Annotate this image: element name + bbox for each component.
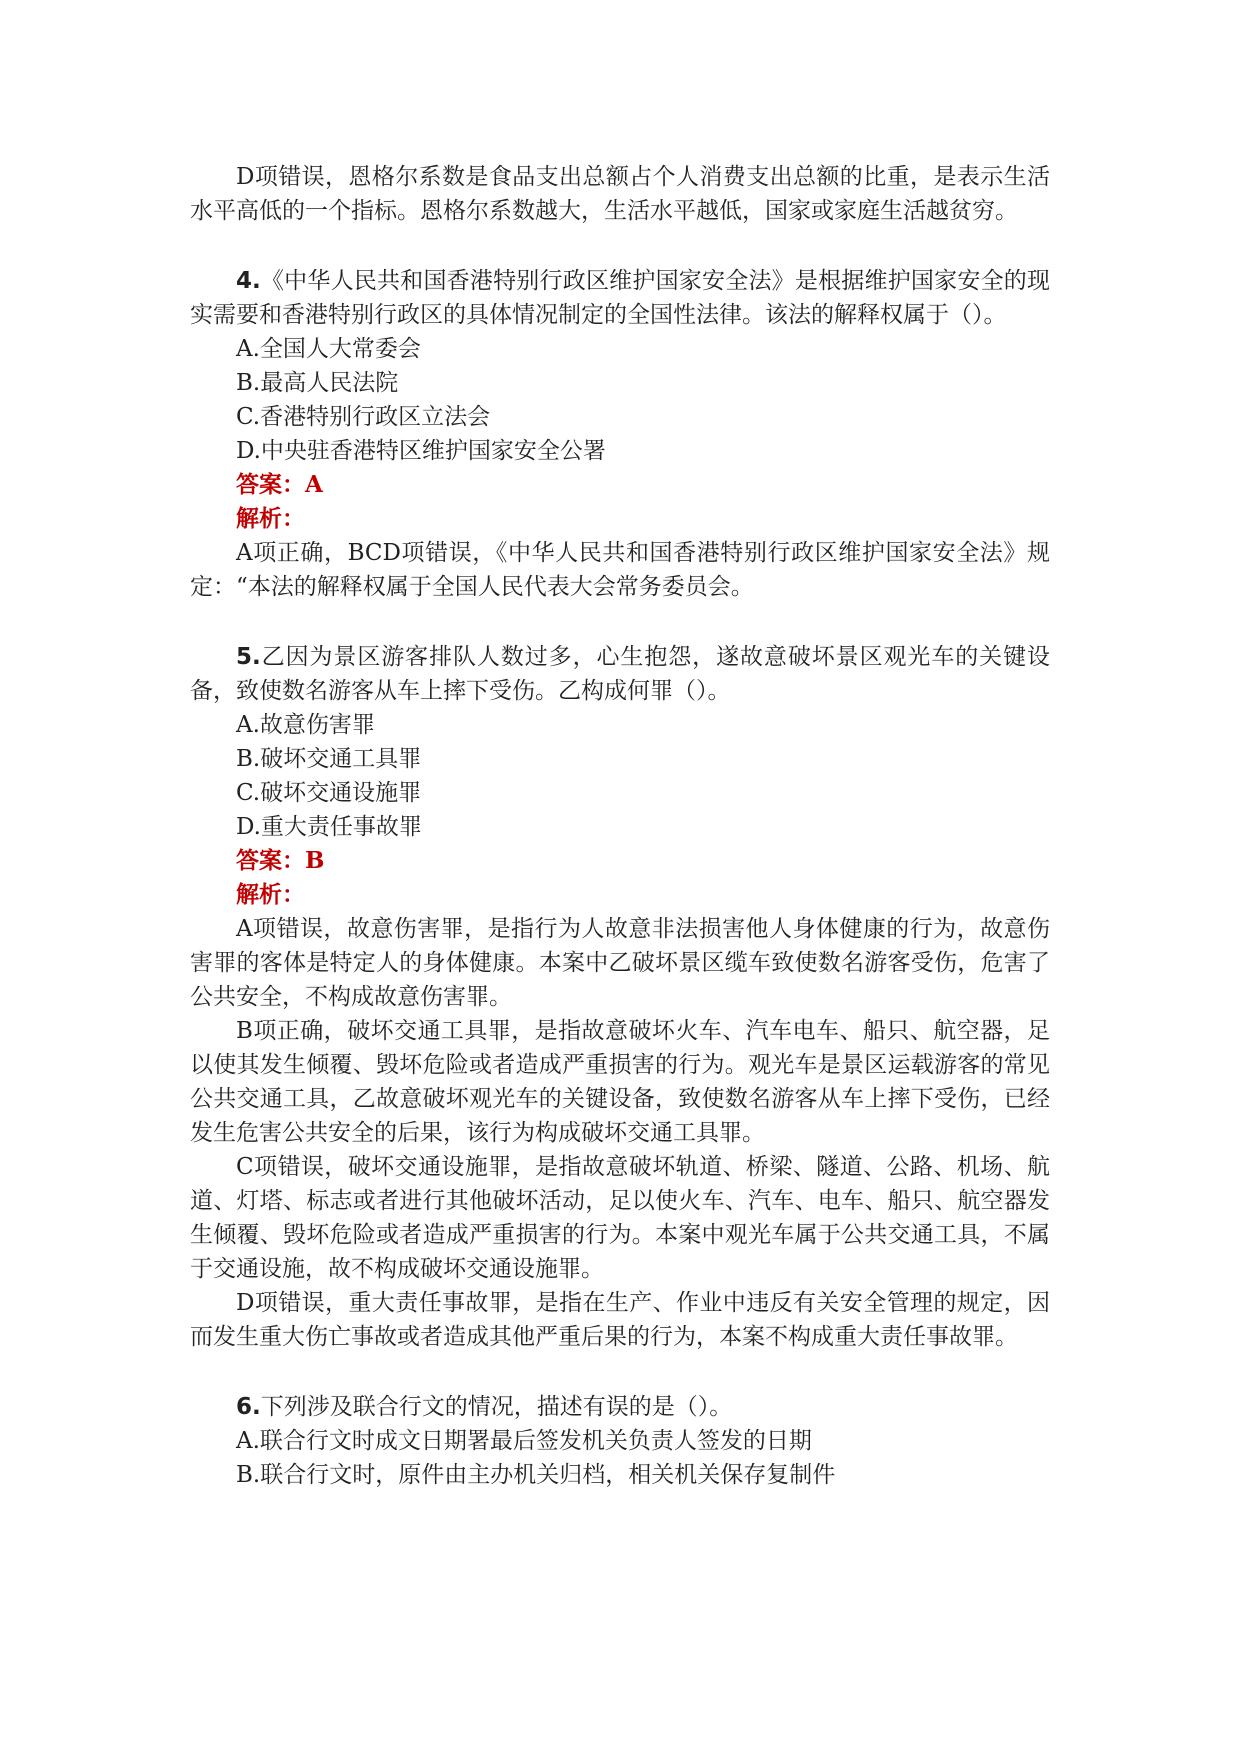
analysis-paragraph-c: C项错误，破坏交通设施罪，是指故意破坏轨道、桥梁、隧道、公路、机场、航道、灯塔、标志或者进行其他破坏活动，足以使火车、汽车、电车、船只、航空器发生倾覆、毁坏危险或者造成严重损害的行为。本案中观光车属于公共交通工具，不属于交通设施，故不构成破坏交通设施罪。: [190, 1154, 1050, 1282]
question-text: 下列涉及联合行文的情况，描述有误的是（）。: [260, 1394, 733, 1420]
option-a: A.全国人大常委会: [236, 336, 421, 362]
option-b: B.联合行文时，原件由主办机关归档，相关机关保存复制件: [236, 1462, 836, 1488]
analysis-paragraph-d: D项错误，重大责任事故罪，是指在生产、作业中违反有关安全管理的规定，因而发生重大伤亡事故或者造成其他严重后果的行为，本案不构成重大责任事故罪。: [190, 1290, 1050, 1350]
analysis-label: 解析：: [236, 881, 305, 908]
question-number: 4.: [236, 268, 261, 294]
question-stem: [190, 640, 1050, 708]
option-d: D.重大责任事故罪: [236, 814, 422, 840]
analysis-label: 解析：: [236, 505, 305, 532]
option-b: B.最高人民法院: [236, 370, 399, 396]
question-4: [190, 264, 1050, 604]
question-text: 《中华人民共和国香港特别行政区维护国家安全法》是根据维护国家安全的现实需要和香港特别行政区的具体情况制定的全国性法律。该法的解释权属于（）。: [190, 268, 1050, 328]
option-c: C.破坏交通设施罪: [236, 780, 422, 806]
answer-label: 答案：A: [236, 471, 323, 498]
question-stem: [190, 1390, 1050, 1424]
question-number: 6.: [236, 1394, 261, 1420]
document-page: [190, 160, 1050, 1492]
option-c: C.香港特别行政区立法会: [236, 404, 491, 430]
answer-label: 答案：B: [236, 847, 325, 874]
question-stem: [190, 264, 1050, 332]
analysis-paragraph-b: B项正确，破坏交通工具罪，是指故意破坏火车、汽车电车、船只、航空器，足以使其发生倾覆、毁坏危险或者造成严重损害的行为。观光车是景区运载游客的常见公共交通工具，乙故意破坏观光车的关键设备，致使数名游客从车上摔下受伤，已经发生危害公共安全的后果，该行为构成破坏交通工具罪。: [190, 1018, 1050, 1146]
option-d: D.中央驻香港特区维护国家安全公署: [236, 438, 606, 464]
intro-paragraph: D项错误，恩格尔系数是食品支出总额占个人消费支出总额的比重，是表示生活水平高低的一个指标。恩格尔系数越大，生活水平越低，国家或家庭生活越贫穷。: [190, 164, 1050, 224]
question-number: 5.: [236, 644, 261, 670]
option-a: A.故意伤害罪: [236, 712, 375, 738]
analysis-paragraph: A项正确，BCD项错误，《中华人民共和国香港特别行政区维护国家安全法》规定：“本法的解释权属于全国人民代表大会常务委员会。: [190, 540, 1050, 600]
option-a: A.联合行文时成文日期署最后签发机关负责人签发的日期: [236, 1428, 812, 1454]
analysis-paragraph-a: A项错误，故意伤害罪，是指行为人故意非法损害他人身体健康的行为，故意伤害罪的客体是特定人的身体健康。本案中乙破坏景区缆车致使数名游客受伤，危害了公共安全，不构成故意伤害罪。: [190, 916, 1050, 1010]
option-b: B.破坏交通工具罪: [236, 746, 422, 772]
question-5: [190, 640, 1050, 1354]
question-6: [190, 1390, 1050, 1492]
question-text: 乙因为景区游客排队人数过多，心生抱怨，遂故意破坏景区观光车的关键设备，致使数名游客从车上摔下受伤。乙构成何罪（）。: [190, 644, 1050, 704]
